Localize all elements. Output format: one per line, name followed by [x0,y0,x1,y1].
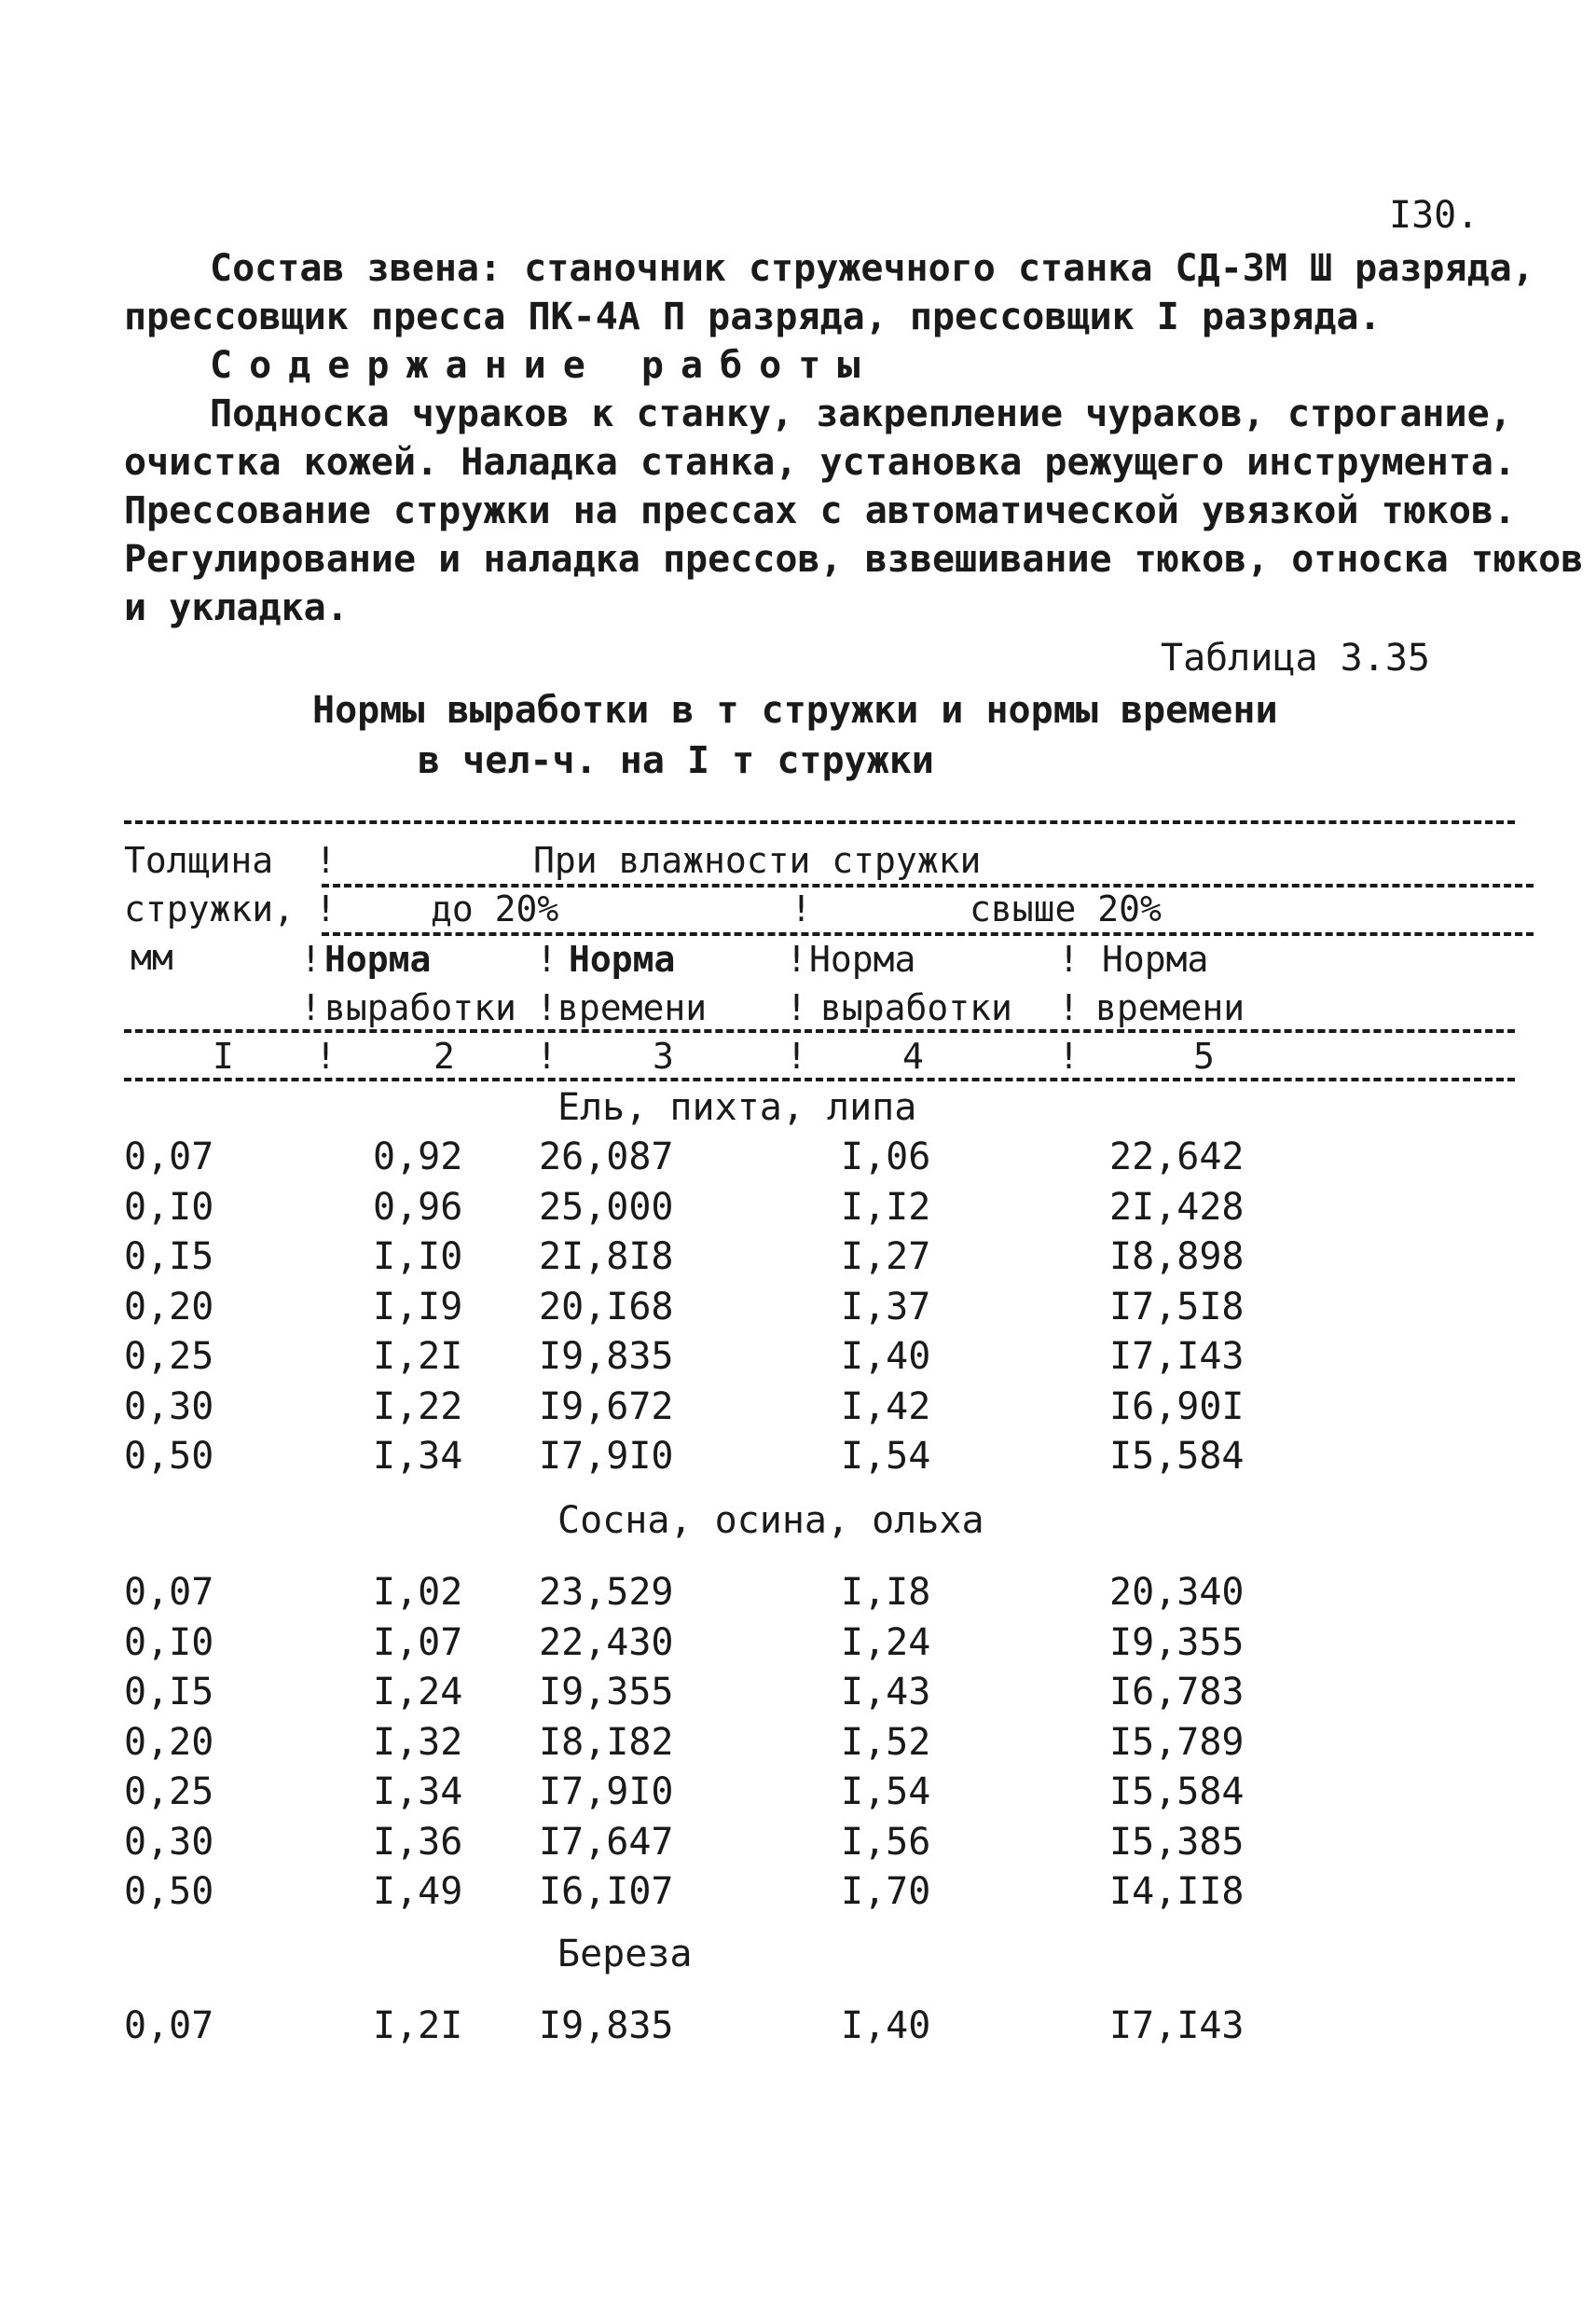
content-line-4: Регулирование и наладка прессов, взвешивание тюков, относка тюков [124,538,1584,581]
output-norm-wet-cell: I,40 [841,1335,931,1378]
time-norm-wet-cell: I5,789 [1109,1720,1245,1764]
col4-header-line-2: выработки [820,987,1012,1028]
output-norm-wet-cell: I,40 [841,2004,931,2047]
crew-line-1: Состав звена: станочник стружечного станка СД-3М Ш разряда, [210,247,1534,290]
output-norm-wet-cell: I,54 [841,1435,931,1478]
output-norm-dry-cell: 0,92 [373,1135,463,1178]
output-norm-dry-cell: I,32 [373,1720,463,1764]
output-norm-wet-cell: I,56 [841,1820,931,1864]
time-norm-wet-cell: I8,898 [1109,1235,1245,1278]
time-norm-wet-cell: I7,I43 [1109,2004,1245,2047]
time-norm-wet-cell: 20,340 [1109,1571,1245,1614]
output-norm-dry-cell: I,49 [373,1870,463,1913]
time-norm-dry-cell: 2I,8I8 [539,1235,674,1278]
output-norm-wet-cell: I,24 [841,1620,931,1664]
separator: ! [1058,1036,1080,1077]
section-title: Ель, пихта, липа [557,1086,917,1129]
output-norm-dry-cell: 0,96 [373,1185,463,1229]
content-heading: Содержание работы [210,344,877,387]
col2-number: 2 [433,1036,455,1077]
time-norm-dry-cell: 20,I68 [539,1285,674,1328]
output-norm-dry-cell: I,07 [373,1620,463,1664]
col4-header-line-1: Норма [809,939,916,980]
separator: ! [315,1036,337,1077]
thickness-cell: 0,07 [124,1571,214,1614]
content-line-2: очистка кожей. Наладка станка, установка режущего инструмента. [124,441,1517,484]
col1-number: I [213,1036,234,1077]
table-label: Таблица 3.35 [1161,637,1430,680]
thickness-cell: 0,50 [124,1435,214,1478]
separator: ! [1058,987,1080,1028]
thickness-cell: 0,30 [124,1384,214,1428]
subgroup-header-a: до 20% [431,888,559,929]
thickness-cell: 0,50 [124,1870,214,1913]
subgroup-underline [322,932,1534,936]
output-norm-dry-cell: I,22 [373,1384,463,1428]
thickness-cell: 0,07 [124,2004,214,2047]
time-norm-dry-cell: I8,I82 [539,1720,674,1764]
separator: ! [536,939,557,980]
time-norm-dry-cell: I7,9I0 [539,1770,674,1813]
thickness-cell: 0,20 [124,1285,214,1328]
output-norm-dry-cell: I,34 [373,1770,463,1813]
time-norm-dry-cell: I7,647 [539,1820,674,1864]
output-norm-dry-cell: I,02 [373,1571,463,1614]
time-norm-wet-cell: 22,642 [1109,1135,1245,1178]
separator: ! [786,1036,807,1077]
time-norm-dry-cell: I6,I07 [539,1870,674,1913]
output-norm-wet-cell: I,43 [841,1671,931,1713]
time-norm-dry-cell: 25,000 [539,1185,674,1229]
group-header: При влажности стружки [533,840,982,881]
output-norm-dry-cell: I,I0 [373,1235,463,1278]
separator: ! [1058,939,1080,980]
time-norm-dry-cell: I9,835 [539,2004,674,2047]
output-norm-wet-cell: I,06 [841,1135,931,1178]
col5-header-line-1: Норма [1102,939,1209,980]
thickness-cell: 0,I0 [124,1620,214,1664]
time-norm-dry-cell: 26,087 [539,1135,674,1178]
time-norm-wet-cell: I7,5I8 [1109,1285,1245,1328]
output-norm-wet-cell: I,52 [841,1720,931,1764]
time-norm-dry-cell: I9,672 [539,1384,674,1428]
subgroup-header-b: свыше 20% [970,888,1162,929]
time-norm-wet-cell: I6,783 [1109,1671,1245,1713]
output-norm-dry-cell: I,2I [373,1335,463,1378]
col1-header-line-3: мм [131,937,173,978]
thickness-cell: 0,I0 [124,1185,214,1229]
thickness-cell: 0,I5 [124,1235,214,1278]
separator: ! [315,888,337,929]
thickness-cell: 0,25 [124,1770,214,1813]
time-norm-wet-cell: I5,385 [1109,1820,1245,1864]
time-norm-dry-cell: I7,9I0 [539,1435,674,1478]
output-norm-wet-cell: I,37 [841,1285,931,1328]
separator: ! [786,939,807,980]
output-norm-wet-cell: I,70 [841,1870,931,1913]
thickness-cell: 0,30 [124,1820,214,1864]
section-title: Береза [557,1933,693,1975]
output-norm-dry-cell: I,2I [373,2004,463,2047]
table-title-line-1: Нормы выработки в т стружки и нормы времени [312,689,1278,732]
output-norm-dry-cell: I,24 [373,1671,463,1713]
time-norm-dry-cell: 23,529 [539,1571,674,1614]
separator: ! [536,1036,557,1077]
thickness-cell: 0,I5 [124,1671,214,1713]
col3-number: 3 [653,1036,674,1077]
time-norm-dry-cell: I9,835 [539,1335,674,1378]
time-norm-wet-cell: I5,584 [1109,1435,1245,1478]
separator: ! [791,888,812,929]
separator: ! [315,840,337,881]
section-title: Сосна, осина, ольха [557,1499,984,1542]
time-norm-wet-cell: I5,584 [1109,1770,1245,1813]
page-number: I30. [1389,194,1479,237]
content-line-5: и укладка. [124,586,349,629]
output-norm-wet-cell: I,42 [841,1384,931,1428]
time-norm-dry-cell: I9,355 [539,1671,674,1713]
output-norm-wet-cell: I,27 [841,1235,931,1278]
time-norm-wet-cell: I6,90I [1109,1384,1245,1428]
separator: ! [300,939,322,980]
col2-header-line-2: выработки [324,987,516,1028]
col3-header-line-1: Норма [569,939,676,980]
col1-header-line-2: стружки, [124,888,296,929]
thickness-cell: 0,07 [124,1135,214,1178]
col4-number: 4 [902,1036,924,1077]
separator: ! [536,987,557,1028]
time-norm-wet-cell: I4,II8 [1109,1870,1245,1913]
thickness-cell: 0,20 [124,1720,214,1764]
separator: ! [300,987,322,1028]
output-norm-wet-cell: I,I8 [841,1571,931,1614]
col1-header-line-1: Толщина [124,840,274,881]
thickness-cell: 0,25 [124,1335,214,1378]
time-norm-wet-cell: I9,355 [1109,1620,1245,1664]
output-norm-wet-cell: I,54 [841,1770,931,1813]
crew-line-2: прессовщик пресса ПК-4А П разряда, прессовщик I разряда. [124,296,1382,338]
col2-header-line-1: Норма [324,939,432,980]
time-norm-wet-cell: I7,I43 [1109,1335,1245,1378]
output-norm-dry-cell: I,I9 [373,1285,463,1328]
output-norm-dry-cell: I,34 [373,1435,463,1478]
table-title-line-2: в чел-ч. на I т стружки [418,739,934,782]
content-line-3: Прессование стружки на прессах с автоматической увязкой тюков. [124,489,1517,532]
output-norm-dry-cell: I,36 [373,1820,463,1864]
time-norm-wet-cell: 2I,428 [1109,1185,1245,1229]
time-norm-dry-cell: 22,430 [539,1620,674,1664]
col5-header-line-2: времени [1095,987,1245,1028]
col5-number: 5 [1193,1036,1215,1077]
header-rule-top [124,820,1515,824]
separator: ! [786,987,807,1028]
col3-header-line-2: времени [557,987,708,1028]
output-norm-wet-cell: I,I2 [841,1185,931,1229]
content-line-1: Подноска чураков к станку, закрепление чураков, строгание, [210,392,1512,435]
